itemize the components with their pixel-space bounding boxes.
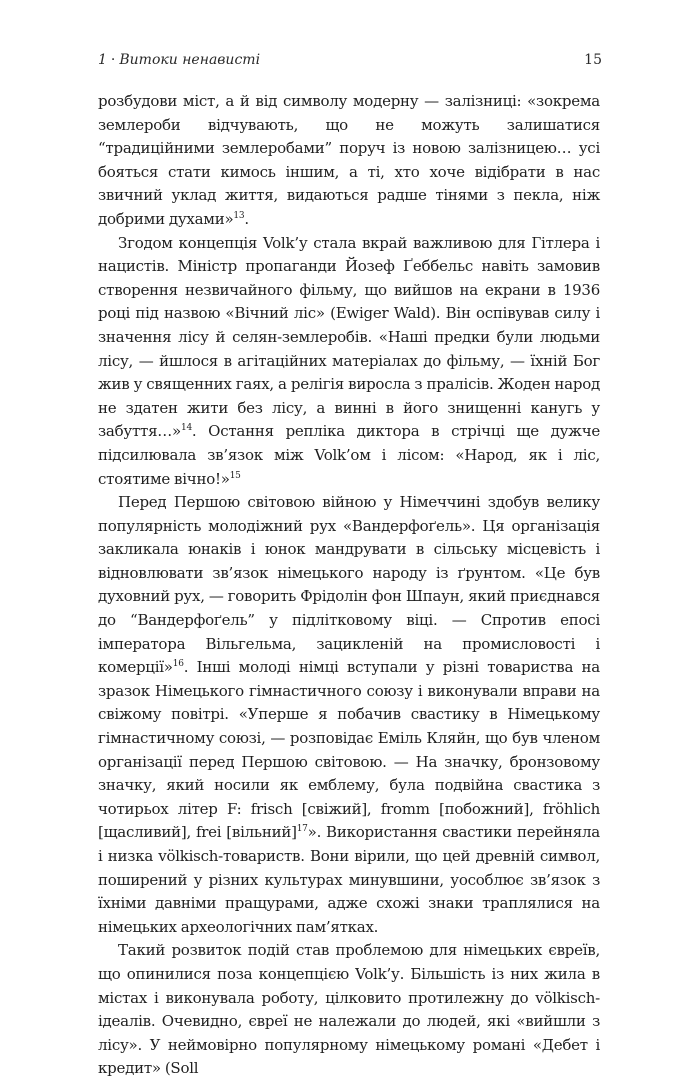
paragraph-text: Згодом концепція Volk’у стала вкрай важливою для Гітлера і нацистів. Міністр пропаганди Йозеф Ґеббельс навіть замовив створення незвичайного фільму, що вийшов на екрани в 1936 році під назвою «Вічний ліс» (Ewiger Wald). Він оспівував силу і значення лісу й селян-землеробів. «Наші предки були людьми лісу, — йшлося в агітаційних матеріалах до фільму, — їхній Бог жив у священних гаях, а релігія виросла з пралісів. Жоден народ не здатен жити без лісу, а винні в його знищенні канугь у забуття…» bbox=[98, 233, 600, 441]
paragraph-2 bbox=[98, 232, 600, 492]
footnote-ref: 17 bbox=[296, 824, 308, 835]
paragraph-text: Такий розвиток подій став проблемою для німецьких євреїв, що опинилися поза концепцією Volk’у. Більшість із них жила в містах і виконувала роботу, цілковито протилежну до völkisch-ідеалів. Очевидно, євреї не належали до людей, які «вийшли з лісу». У неймовірно популярному німецькому романі «Дебет і кредит» (Soll bbox=[98, 941, 600, 1078]
running-head bbox=[98, 52, 260, 68]
footnote-ref: 13 bbox=[233, 210, 245, 221]
paragraph-3 bbox=[98, 491, 600, 939]
paragraph-text: ». Використання свастики перейняла і низка völkisch-товариств. Вони вірили, що цей древній символ, поширений у різних культурах минувшини, уособлює зв’язок з їхніми давніми пращурами, адже схожі знаки траплялися на німецьких археологічних пам’ятках. bbox=[98, 823, 600, 936]
paragraph-text: . Остання репліка диктора в стрічці ще дужче підсилювала зв’язок між Volk’ом і лісом: «Народ, як і ліс, стоятиме вічно!» bbox=[98, 422, 600, 488]
paragraph-text: . Інші молоді німці вступали у різні товариства на зразок Німецького гімнастичного союзу і виконували вправи на свіжому повітрі. «Уперше я побачив свастику в Німецькому гімнастичному союзі, — розповідає Еміль Кляйн, що був членом організації перед Першою світовою. — На значку, бронзовому значку, який носили як емблему, була подвійна свастика з чотирьох літер F: frisch [свіжий], fromm [побожний], fröhlich [щасливий], frei [вільний] bbox=[98, 658, 600, 842]
footnote-ref: 15 bbox=[229, 470, 241, 481]
body-text bbox=[98, 90, 600, 1081]
header-separator: · bbox=[110, 52, 116, 68]
footnote-ref: 16 bbox=[172, 659, 184, 670]
paragraph-4 bbox=[98, 939, 600, 1081]
paragraph-1: розбудови міст, а й від символу модерну — залізниці: «зокрема землероби відчувають, що не можуть залишатися “традиційними землеробами” поруч із новою залізницею… усі бояться стати кимось іншим, а ті, хто хоче відібрати в нас звичний уклад життя, видаються радше тінями з пекла, ніж добрими духами»$^{13}$. bbox=[98, 92, 600, 228]
chapter-title: Витоки ненависті bbox=[119, 52, 261, 68]
chapter-number: 1 bbox=[98, 52, 107, 68]
page-number: 15 bbox=[584, 52, 602, 68]
footnote-ref: 14 bbox=[180, 423, 192, 434]
paragraph-text: розбудови міст, а й від символу модерну — залізниці: «зокрема землероби відчувають, що не можуть залишатися “традиційними землеробами” поруч із новою залізницею… усі бояться стати кимось іншим, а ті, хто хоче відібрати в нас звичний уклад життя, видаються радше тінями з пекла, ніж добрими духами» bbox=[98, 92, 600, 228]
paragraph-text: Перед Першою світовою війною у Німеччині здобув велику популярність молодіжний рух «Вандерфоґель». Ця організація закликала юнаків і юнок мандрувати в сільську місцевість і відновлювати зв’язок німецького народу із ґрунтом. «Це був духовний рух, — говорить Фрідолін фон Шпаун, який приєднався до “Вандерфоґель” у підлітковому віці. — Спротив епосі імператора Вільгельма, зацикленій на промисловості і комерції» bbox=[98, 493, 600, 677]
